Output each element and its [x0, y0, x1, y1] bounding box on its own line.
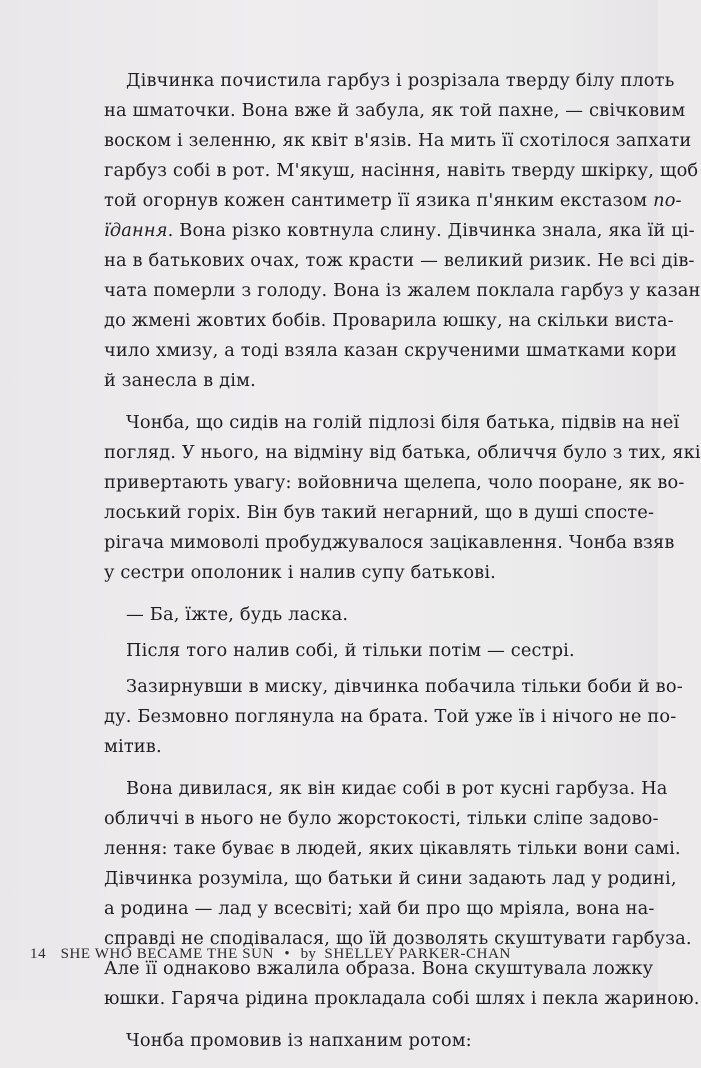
text-line: на в батькових очах, тож красти — великий ризик. Не всі дів-	[104, 250, 695, 271]
text-line: Дівчинка розуміла, що батьки й сини задають лад у родині,	[104, 868, 677, 889]
text-line: на шматочки. Вона вже й забула, як той пахне, — свічковим	[104, 100, 686, 121]
author-name: SHELLEY PARKER-CHAN	[324, 946, 511, 962]
paragraph-2	[82, 408, 701, 588]
text-line: лоський горіх. Він був такий негарний, що в душі спосте-	[104, 502, 655, 523]
text-line: мітив.	[104, 736, 162, 757]
page-footer	[30, 946, 511, 963]
paragraph-4	[82, 636, 630, 666]
text-line: їдання. Вона різко ковтнула слину. Дівчинка знала, яка їй ці-	[104, 220, 695, 241]
text-line: гарбуз собі в рот. М'якуш, насіння, навіть тверду шкірку, щоб	[104, 160, 699, 181]
by-label: by	[300, 946, 317, 962]
text-line: той огорнув кожен сантиметр її язика п'янким екстазом по-	[104, 190, 682, 211]
text-line: чило хмизу, а тоді взяла казан скрученими шматками кори	[104, 340, 677, 361]
text-line: ду. Безмовно поглянула на брата. Той уже їв і нічого не по-	[104, 706, 677, 727]
text-line: справді не сподівалася, що їй дозволять скуштувати гарбуза.	[104, 928, 692, 949]
text-line: чата померли з голоду. Вона із жалем поклала гарбуз у казан	[104, 280, 701, 301]
text-line: воском і зеленню, як квіт в'язів. На мить її схотілося запхати	[104, 130, 692, 151]
text-line: Вона дивилася, як він кидає собі в рот кусні гарбуза. На	[126, 778, 668, 799]
text-line: Дівчинка почистила гарбуз і розрізала тверду білу плоть	[126, 70, 675, 91]
text-line: обличчі в нього не було жорстокості, тільки сліпе задово-	[104, 808, 659, 829]
page-number: 14	[30, 946, 47, 962]
text-line: — Ба, їжте, будь ласка.	[126, 604, 349, 625]
text-line: погляд. У нього, на відміну від батька, обличчя було з тих, які	[104, 442, 701, 463]
italic-word: по-	[653, 190, 682, 211]
text-line: у сестри ополоник і налив супу батькові.	[104, 562, 496, 583]
text-line: Чонба промовив із напханим ротом:	[126, 1030, 472, 1051]
body-text	[82, 66, 701, 1068]
paragraph-7	[82, 1026, 630, 1056]
text-line: а родина — лад у всесвіті; хай би про що мріяла, вона на-	[104, 898, 655, 919]
paragraph-5	[82, 672, 683, 762]
paragraph-1	[82, 66, 701, 396]
italic-word: їдання	[104, 220, 168, 241]
text-line: до жмені жовтих бобів. Проварила юшку, на скільки виста-	[104, 310, 674, 331]
paragraph-6	[82, 774, 700, 1014]
book-title: SHE WHO BECAME THE SUN	[60, 946, 275, 962]
text-line: лення: таке буває в людей, яких цікавлять тільки вони самі.	[104, 838, 681, 859]
text-line: юшки. Гаряча рідина прокладала собі шлях і пекла жариною.	[104, 988, 700, 1009]
text-line: й занесла в дім.	[104, 370, 256, 391]
paragraph-3	[82, 600, 630, 630]
bullet-separator: •	[284, 946, 291, 962]
text-line: Після того налив собі, й тільки потім — сестрі.	[126, 640, 575, 661]
text-line: Але її однаково вжалила образа. Вона скуштувала ложку	[104, 958, 654, 979]
text-line: Чонба, що сидів на голій підлозі біля батька, підвів на неї	[126, 412, 680, 433]
text-line: привертають увагу: войовнича щелепа, чоло пооране, як во-	[104, 472, 685, 493]
text-line: Зазирнувши в миску, дівчинка побачила тільки боби й во-	[126, 676, 683, 697]
text-line: рігача мимоволі пробуджувалося зацікавлення. Чонба взяв	[104, 532, 675, 553]
